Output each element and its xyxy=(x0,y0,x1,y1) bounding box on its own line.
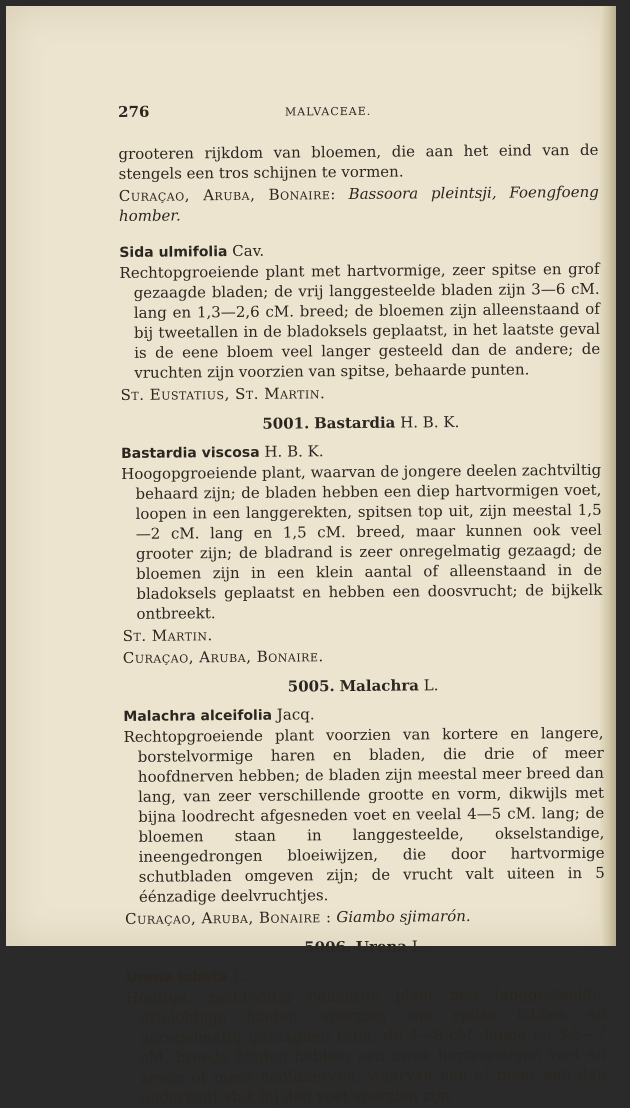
species-name: Urena lobata xyxy=(125,969,228,986)
intro-locations-line xyxy=(119,182,599,226)
page-number: 276 xyxy=(118,102,150,121)
genus-heading-urena xyxy=(125,935,605,959)
genus-author: L. xyxy=(423,676,439,695)
species-author: L. xyxy=(232,966,248,986)
species-vernacular: Giambo sjimarón. xyxy=(336,906,471,927)
species-author: H. B. K. xyxy=(264,442,324,461)
species-author: Jacq. xyxy=(276,705,315,724)
species-description: Hoogopgroeiende plant, waarvan de jongere deelen zachtviltig behaard zijn; de bladen hebben een diep hartvormigen voet, loopen in een langgerekten, spitsen top uit, zijn meestal 1,5—2 cM. lang en 1,5 cM. breed, maar kunnen ook veel grooter zijn; de bladrand is zeer onregelmatig gezaagd; de bloemen zijn in een klein aantal of alleenstaand in de bladoksels geplaatst en hebben een doosvrucht; de bijkelk ontbreekt. xyxy=(121,460,603,623)
species-name: Bastardia viscosa xyxy=(121,444,260,462)
genus-number: 5006. xyxy=(304,937,352,957)
species-author: Cav. xyxy=(232,241,265,261)
genus-number: 5001. xyxy=(262,414,310,433)
species-description: Rechtopgroeiende plant met hartvormige, zeer spitse en grof gezaagde bladen; de vrij langgesteelde bladen zijn 3—6 cM. lang en 1,3—2,6 cM. breed; de bloemen zijn alleenstaand of bij tweetallen in de bladoksels geplaatst, in het laatste geval is de eene bloem veel langer gesteeld dan de andere; de vruchten zijn voorzien van spitse, behaarde punten. xyxy=(119,259,601,382)
species-name: Sida ulmifolia xyxy=(119,244,228,261)
genus-number: 5005. xyxy=(287,677,335,696)
intro-locations: Curaçao, Aruba, Bonaire: xyxy=(118,185,336,205)
species-locations: St. Martin. xyxy=(122,626,213,645)
species-description: Houtige, zacht-viltig behaarde plant met langgesteelde, drielobbige bladen, voorzien van spitse lobben en onregelmatig gezaagden rand; de 4—8 cM. lange en 3,5—7 cM. breede bladen hebben een zwak hartvormigen voet en zeven of meer hoofdnerven, waarvan een of meer aan den onderkant vlak bij den voet voorzien zijn xyxy=(125,984,607,1107)
species-description: Rechtopgroeiende plant voorzien van kortere en langere, borstelvormige haren en bladen, die drie of meer hoofdnerven hebben; de bladen zijn meestal meer breed dan lang, van zeer verschillende grootte en vorm, dikwijls met bijna loodrecht afgesneden voet en veelal 4—5 cM. lang; de bloemen staan in langgesteelde, okselstandige, ineengedrongen bloeiwijzen, die door hartvormige schutbladen omgeven zijn; de vrucht valt uiteen in 5 éénzadige deelvruchtjes. xyxy=(123,723,605,906)
book-page xyxy=(6,6,616,1107)
species-locations-line xyxy=(125,905,605,929)
species-locations: St. Eustatius, St. Martin. xyxy=(120,384,326,404)
species-locations: Curaçao, Aruba, Bonaire : xyxy=(125,908,332,928)
genus-heading-malachra xyxy=(123,674,603,698)
page-header xyxy=(118,99,478,124)
species-name: Malachra alceifolia xyxy=(123,707,273,725)
genus-author: H. B. K. xyxy=(400,413,460,432)
genus-author: L. xyxy=(411,937,427,956)
intro-paragraph: grooteren rijkdom van bloemen, die aan het eind van de stengels een tros schijnen te vormen. xyxy=(118,140,599,183)
genus-name: Bastardia xyxy=(313,413,396,433)
genus-name: Malachra xyxy=(339,676,420,696)
genus-name: Urena xyxy=(355,937,408,956)
intro-vernacular: Bassoora pleintsji, Foengfoeng homber. xyxy=(118,182,599,225)
running-head: MALVACEAE. xyxy=(284,104,372,119)
species-locations: Curaçao, Aruba, Bonaire. xyxy=(122,647,324,667)
page-text xyxy=(118,98,607,1108)
genus-heading-bastardia xyxy=(121,411,601,435)
